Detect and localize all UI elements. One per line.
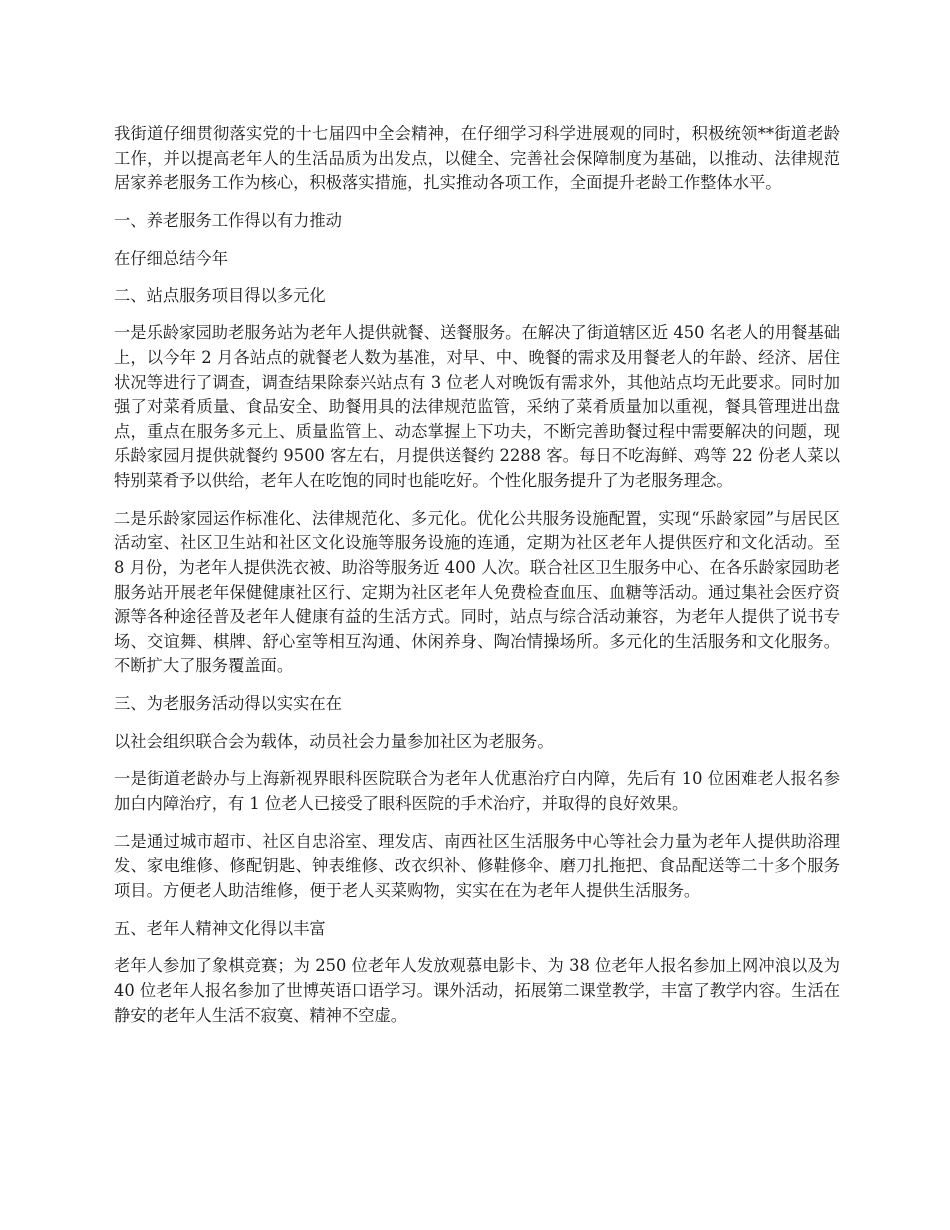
paragraph-social-organization: 以社会组织联合会为载体，动员社会力量参加社区为老服务。 <box>114 731 554 751</box>
intro-paragraph: 我街道仔细贯彻落实党的十七届四中全会精神，在仔细学习科学进展观的同时，积极统领**街道老龄工作，并以提高老年人的生活品质为出发点，以健全、完善社会保障制度为基础，以推动、法律规范居家养老服务工作为核心，积极落实措施，扎实推动各项工作，全面提升老龄工作整体水平。 <box>114 124 840 193</box>
paragraph-cataract-treatment: 一是街道老龄办与上海新视界眼科医院联合为老年人优惠治疗白内障，先后有 10 位困难老人报名参加白内障治疗，有 1 位老人已接受了眼科医院的手术治疗，并取得的良好效果。 <box>114 769 840 813</box>
section-heading-2: 二、站点服务项目得以多元化 <box>114 285 326 305</box>
section-heading-3: 三、为老服务活动得以实实在在 <box>114 694 342 714</box>
section-heading-1: 一、养老服务工作得以有力推动 <box>114 211 342 231</box>
paragraph-standardization: 二是乐龄家园运作标准化、法律规范化、多元化。优化公共服务设施配置，实现“乐龄家园”与居民区活动室、社区卫生站和社区文化设施等服务设施的连通，定期为社区老年人提供医疗和文化活动。至 8 月份，为老年人提供洗衣被、助浴等服务近 400 人次。联合社区卫生服务中心、在各乐龄家园助老服务站开展老年保健健康社区行、定期为社区老年人免费检查血压、血糖等活动。通过集社会医疗资源等各种途径普及老年人健康有益的生活方式。同时，站点与综合活动兼容，为老年人提供了说书专场、交谊舞、棋牌、舒心室等相互沟通、休闲养身、陶冶情操场所。多元化的生活服务和文化服务。不断扩大了服务覆盖面。 <box>114 508 840 676</box>
section-heading-5: 五、老年人精神文化得以丰富 <box>114 918 326 938</box>
summary-line: 在仔细总结今年 <box>114 248 228 268</box>
paragraph-meal-service: 一是乐龄家园助老服务站为老年人提供就餐、送餐服务。在解决了街道辖区近 450 名老人的用餐基础上，以今年 2 月各站点的就餐老人数为基准，对早、中、晚餐的需求及用餐老人的年龄、经济、居住状况等进行了调查，调查结果除泰兴站点有 3 位老人对晚饭有需求外，其他站点均无此要求。同时加强了对菜肴质量、食品安全、助餐用具的法律规范监管，采纳了菜肴质量加以重视，餐具管理进出盘点，重点在服务多元上、质量监管上、动态掌握上下功夫，不断完善助餐过程中需要解决的问题，现乐龄家园月提供就餐约 9500 客左右，月提供送餐约 2288 客。每日不吃海鲜、鸡等 22 份老人菜以特别菜肴予以供给，老年人在吃饱的同时也能吃好。个性化服务提升了为老服务理念。 <box>114 323 840 490</box>
paragraph-cultural-life: 老年人参加了象棋竞赛；为 250 位老年人发放观慕电影卡、为 38 位老年人报名参加上网冲浪以及为 40 位老年人报名参加了世博英语口语学习。课外活动，拓展第二课堂教学，丰富了教学内容。生活在静安的老年人生活不寂寞、精神不空虚。 <box>114 956 840 1025</box>
document-body <box>114 122 840 1042</box>
paragraph-community-services: 二是通过城市超市、社区自忠浴室、理发店、南西社区生活服务中心等社会力量为老年人提供助浴理发、家电维修、修配钥匙、钟表维修、改衣织补、修鞋修伞、磨刀扎拖把、食品配送等二十多个服务项目。方便老人助洁维修，便于老人买菜购物，实实在在为老年人提供生活服务。 <box>114 831 840 900</box>
